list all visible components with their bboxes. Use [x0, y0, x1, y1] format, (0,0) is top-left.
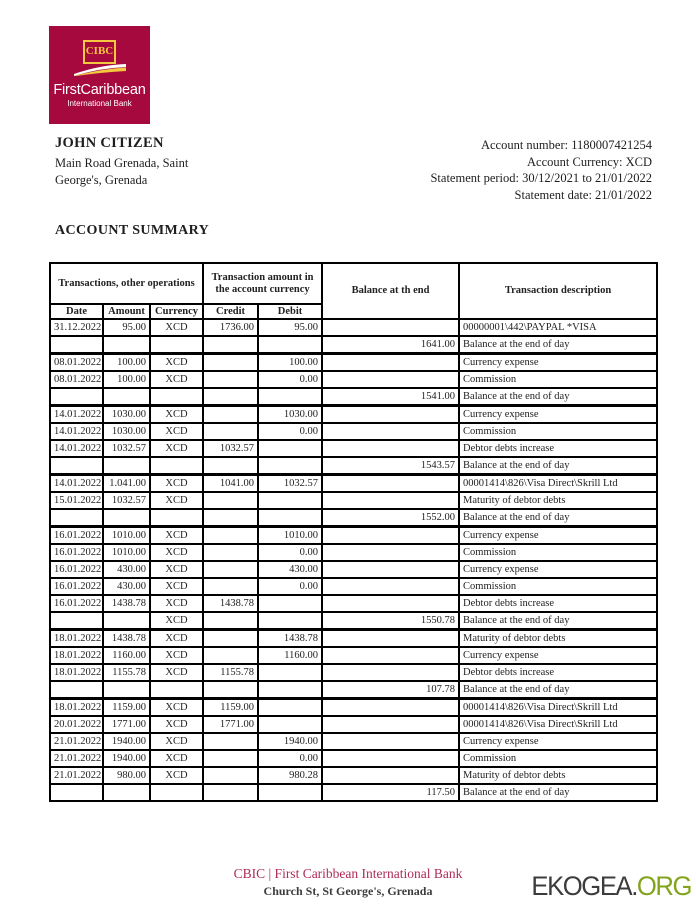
cell-debit: 95.00	[258, 319, 322, 336]
cell-currency: XCD	[150, 733, 203, 750]
cell-credit: 1736.00	[203, 319, 258, 336]
cell-balance: 1552.00	[322, 509, 459, 527]
table-row	[50, 630, 657, 648]
cell-credit	[203, 423, 258, 440]
cell-currency: XCD	[150, 371, 203, 388]
table-body	[50, 319, 657, 801]
cell-balance	[322, 647, 459, 664]
cell-date: 18.01.2022	[50, 699, 103, 717]
cell-credit	[203, 527, 258, 545]
cell-date: 08.01.2022	[50, 371, 103, 388]
ekogea-logo-dark: EKOGEA.	[531, 871, 637, 901]
table-header-group-row	[50, 263, 657, 304]
cell-amount	[103, 612, 150, 630]
cell-debit: 980.28	[258, 767, 322, 784]
cell-credit: 1159.00	[203, 699, 258, 717]
cell-currency: XCD	[150, 647, 203, 664]
cell-credit	[203, 406, 258, 424]
cell-date: 14.01.2022	[50, 440, 103, 457]
cell-credit	[203, 509, 258, 527]
cell-credit: 1155.78	[203, 664, 258, 681]
cell-currency	[150, 509, 203, 527]
statement-period-line: Statement period: 30/12/2021 to 21/01/2022	[430, 171, 652, 186]
cell-amount	[103, 336, 150, 354]
cell-description: Currency expense	[459, 647, 657, 664]
cell-currency: XCD	[150, 527, 203, 545]
cell-debit	[258, 440, 322, 457]
cell-balance: 1543.57	[322, 457, 459, 475]
cell-credit	[203, 784, 258, 801]
cell-description: Debtor debts increase	[459, 440, 657, 457]
cell-description: Balance at the end of day	[459, 509, 657, 527]
cell-amount: 1010.00	[103, 527, 150, 545]
cell-currency	[150, 457, 203, 475]
cell-debit	[258, 612, 322, 630]
cell-debit	[258, 457, 322, 475]
cell-currency: XCD	[150, 423, 203, 440]
cell-date: 18.01.2022	[50, 664, 103, 681]
cell-credit	[203, 388, 258, 406]
cell-credit	[203, 750, 258, 767]
cell-debit: 1940.00	[258, 733, 322, 750]
cell-debit: 0.00	[258, 371, 322, 388]
cell-description: Balance at the end of day	[459, 612, 657, 630]
cell-description: Maturity of debtor debts	[459, 492, 657, 509]
cell-credit	[203, 336, 258, 354]
header-date: Date	[50, 304, 103, 319]
cell-credit	[203, 457, 258, 475]
cell-date: 14.01.2022	[50, 406, 103, 424]
cell-currency: XCD	[150, 750, 203, 767]
customer-name: JOHN CITIZEN	[55, 135, 164, 151]
ekogea-logo-org: ORG	[636, 871, 691, 901]
cell-date	[50, 336, 103, 354]
cell-date	[50, 784, 103, 801]
cell-amount: 1771.00	[103, 716, 150, 733]
cell-debit	[258, 509, 322, 527]
header-debit: Debit	[258, 304, 322, 319]
cell-debit	[258, 492, 322, 509]
table-row	[50, 664, 657, 681]
account-info-block	[300, 137, 652, 203]
table-row	[50, 612, 657, 630]
cell-amount: 1.041.00	[103, 475, 150, 493]
table-row	[50, 354, 657, 372]
table-row	[50, 319, 657, 336]
cell-currency: XCD	[150, 630, 203, 648]
cell-description: Commission	[459, 423, 657, 440]
cell-description: Maturity of debtor debts	[459, 767, 657, 784]
cell-currency: XCD	[150, 354, 203, 372]
address-line-2: George's, Grenada	[55, 173, 148, 187]
cell-date: 16.01.2022	[50, 544, 103, 561]
customer-address	[55, 155, 188, 189]
table-row	[50, 716, 657, 733]
cell-currency: XCD	[150, 319, 203, 336]
table-row	[50, 595, 657, 612]
cell-debit: 0.00	[258, 423, 322, 440]
address-line-1: Main Road Grenada, Saint	[55, 156, 189, 170]
cell-date: 20.01.2022	[50, 716, 103, 733]
cell-credit	[203, 681, 258, 699]
table-row	[50, 371, 657, 388]
account-currency-line: Account Currency: XCD	[527, 154, 652, 169]
cell-balance	[322, 319, 459, 336]
header-amount: Amount	[103, 304, 150, 319]
cell-description: Balance at the end of day	[459, 681, 657, 699]
table-row	[50, 457, 657, 475]
cell-balance	[322, 630, 459, 648]
cibc-firstcaribbean-logo	[49, 26, 150, 124]
cell-balance	[322, 699, 459, 717]
cell-balance	[322, 371, 459, 388]
cell-credit	[203, 492, 258, 509]
table-row	[50, 509, 657, 527]
cell-description: Currency expense	[459, 527, 657, 545]
cell-date: 21.01.2022	[50, 750, 103, 767]
cell-description: Currency expense	[459, 561, 657, 578]
cell-currency: XCD	[150, 716, 203, 733]
cell-debit	[258, 699, 322, 717]
cell-currency: XCD	[150, 578, 203, 595]
cell-balance: 107.78	[322, 681, 459, 699]
cell-date: 31.12.2022	[50, 319, 103, 336]
cell-amount: 1940.00	[103, 750, 150, 767]
cell-currency	[150, 681, 203, 699]
cell-balance	[322, 527, 459, 545]
cell-amount	[103, 457, 150, 475]
cell-date	[50, 457, 103, 475]
cell-credit: 1041.00	[203, 475, 258, 493]
table-row	[50, 440, 657, 457]
cibc-emblem: CIBC	[83, 40, 116, 64]
cell-currency: XCD	[150, 767, 203, 784]
cell-credit	[203, 371, 258, 388]
cell-debit: 430.00	[258, 561, 322, 578]
cell-credit: 1032.57	[203, 440, 258, 457]
cell-description: Commission	[459, 750, 657, 767]
cell-balance	[322, 544, 459, 561]
cell-currency	[150, 336, 203, 354]
cell-currency: XCD	[150, 475, 203, 493]
table-row	[50, 647, 657, 664]
table-row	[50, 475, 657, 493]
cell-balance	[322, 354, 459, 372]
cell-balance: 1641.00	[322, 336, 459, 354]
table-row	[50, 750, 657, 767]
cell-debit	[258, 595, 322, 612]
cell-debit: 0.00	[258, 750, 322, 767]
table-row	[50, 423, 657, 440]
brand-subtitle: International Bank	[67, 99, 132, 108]
cell-currency: XCD	[150, 699, 203, 717]
cell-balance	[322, 578, 459, 595]
cell-debit	[258, 681, 322, 699]
cell-date	[50, 681, 103, 699]
cell-credit	[203, 561, 258, 578]
table-row	[50, 336, 657, 354]
brand-name: FirstCaribbean	[53, 82, 146, 98]
cell-date	[50, 509, 103, 527]
cell-balance	[322, 440, 459, 457]
cell-currency: XCD	[150, 612, 203, 630]
cell-description: Balance at the end of day	[459, 784, 657, 801]
account-number-line: Account number: 1180007421254	[480, 138, 652, 152]
table-row	[50, 406, 657, 424]
cell-credit	[203, 354, 258, 372]
cell-amount: 1438.78	[103, 595, 150, 612]
cell-balance	[322, 561, 459, 578]
cell-description: Commission	[459, 544, 657, 561]
table-row	[50, 578, 657, 595]
cell-credit: 1771.00	[203, 716, 258, 733]
statement-date-line: Statement date: 21/01/2022	[514, 187, 652, 202]
header-description: Transaction description	[459, 263, 657, 319]
cell-debit: 1160.00	[258, 647, 322, 664]
cell-balance: 1550.78	[322, 612, 459, 630]
cell-credit	[203, 647, 258, 664]
cell-description: Balance at the end of day	[459, 336, 657, 354]
cell-description: 00001414\826\Visa Direct\Skrill Ltd	[459, 699, 657, 717]
cell-currency: XCD	[150, 561, 203, 578]
logo-swoosh-icon	[74, 64, 126, 76]
cell-amount: 1032.57	[103, 492, 150, 509]
cell-amount: 1159.00	[103, 699, 150, 717]
table-row	[50, 388, 657, 406]
cell-date: 14.01.2022	[50, 423, 103, 440]
cell-currency: XCD	[150, 492, 203, 509]
cell-date: 16.01.2022	[50, 578, 103, 595]
table-row	[50, 492, 657, 509]
cell-amount: 980.00	[103, 767, 150, 784]
cell-balance	[322, 750, 459, 767]
cell-date: 16.01.2022	[50, 561, 103, 578]
account-summary-title: ACCOUNT SUMMARY	[55, 223, 210, 238]
cell-balance: 117.50	[322, 784, 459, 801]
table-row	[50, 681, 657, 699]
cell-date: 18.01.2022	[50, 647, 103, 664]
cell-credit	[203, 630, 258, 648]
cell-balance: 1541.00	[322, 388, 459, 406]
cell-description: Debtor debts increase	[459, 664, 657, 681]
cell-date: 08.01.2022	[50, 354, 103, 372]
cell-debit: 0.00	[258, 544, 322, 561]
cell-debit	[258, 784, 322, 801]
transactions-table	[49, 262, 658, 802]
header-credit: Credit	[203, 304, 258, 319]
cell-balance	[322, 406, 459, 424]
table-row	[50, 527, 657, 545]
cell-debit: 1010.00	[258, 527, 322, 545]
cell-credit	[203, 612, 258, 630]
cell-amount: 430.00	[103, 578, 150, 595]
cell-amount	[103, 509, 150, 527]
cell-currency: XCD	[150, 440, 203, 457]
cell-credit: 1438.78	[203, 595, 258, 612]
cell-date: 21.01.2022	[50, 733, 103, 750]
cell-debit	[258, 664, 322, 681]
cell-currency: XCD	[150, 595, 203, 612]
footer-address-line: Church St, St George's, Grenada	[263, 884, 433, 898]
cell-description: Currency expense	[459, 406, 657, 424]
cell-amount	[103, 784, 150, 801]
cell-amount: 100.00	[103, 354, 150, 372]
cell-description: Balance at the end of day	[459, 457, 657, 475]
cell-description: 00001414\826\Visa Direct\Skrill Ltd	[459, 475, 657, 493]
header-amount-group: Transaction amount in the account currency	[203, 263, 322, 304]
cell-amount: 1030.00	[103, 423, 150, 440]
cell-date: 18.01.2022	[50, 630, 103, 648]
cell-description: Currency expense	[459, 733, 657, 750]
cell-amount: 95.00	[103, 319, 150, 336]
cell-balance	[322, 733, 459, 750]
cell-debit: 1032.57	[258, 475, 322, 493]
ekogea-logo	[531, 871, 691, 902]
customer-block	[55, 135, 188, 189]
cell-credit	[203, 544, 258, 561]
cell-description: Currency expense	[459, 354, 657, 372]
cell-balance	[322, 767, 459, 784]
cell-date: 16.01.2022	[50, 527, 103, 545]
cell-date: 15.01.2022	[50, 492, 103, 509]
table-row	[50, 544, 657, 561]
footer-bank-line: CBIC | First Caribbean International Bank	[233, 866, 463, 881]
cell-description: Commission	[459, 371, 657, 388]
cell-credit	[203, 578, 258, 595]
cell-currency: XCD	[150, 664, 203, 681]
cell-description: Debtor debts increase	[459, 595, 657, 612]
cell-debit	[258, 388, 322, 406]
cell-amount: 1155.78	[103, 664, 150, 681]
cell-date	[50, 612, 103, 630]
cell-balance	[322, 595, 459, 612]
table-row	[50, 733, 657, 750]
table-row	[50, 561, 657, 578]
header-transactions-group: Transactions, other operations	[50, 263, 203, 304]
cell-description: 00001414\826\Visa Direct\Skrill Ltd	[459, 716, 657, 733]
cell-date: 16.01.2022	[50, 595, 103, 612]
cell-amount: 1940.00	[103, 733, 150, 750]
cell-debit	[258, 336, 322, 354]
cell-amount	[103, 681, 150, 699]
cell-amount	[103, 388, 150, 406]
cell-currency	[150, 784, 203, 801]
cell-credit	[203, 767, 258, 784]
cell-amount: 1032.57	[103, 440, 150, 457]
cell-date: 14.01.2022	[50, 475, 103, 493]
cell-amount: 1030.00	[103, 406, 150, 424]
cell-currency	[150, 388, 203, 406]
cell-currency: XCD	[150, 406, 203, 424]
cell-balance	[322, 664, 459, 681]
cell-debit	[258, 716, 322, 733]
cell-debit: 100.00	[258, 354, 322, 372]
cell-description: 00000001\442\PAYPAL *VISA	[459, 319, 657, 336]
cell-amount: 1010.00	[103, 544, 150, 561]
cell-amount: 1438.78	[103, 630, 150, 648]
cell-amount: 100.00	[103, 371, 150, 388]
table-row	[50, 699, 657, 717]
cell-amount: 1160.00	[103, 647, 150, 664]
cell-description: Balance at the end of day	[459, 388, 657, 406]
table-row	[50, 784, 657, 801]
cell-date	[50, 388, 103, 406]
cell-balance	[322, 492, 459, 509]
cell-debit: 1030.00	[258, 406, 322, 424]
cell-description: Maturity of debtor debts	[459, 630, 657, 648]
table-row	[50, 767, 657, 784]
cell-balance	[322, 716, 459, 733]
cell-description: Commission	[459, 578, 657, 595]
cell-date: 21.01.2022	[50, 767, 103, 784]
cell-balance	[322, 423, 459, 440]
cell-debit: 0.00	[258, 578, 322, 595]
cell-amount: 430.00	[103, 561, 150, 578]
cell-debit: 1438.78	[258, 630, 322, 648]
header-balance: Balance at th end	[322, 263, 459, 319]
cell-credit	[203, 733, 258, 750]
header-currency: Currency	[150, 304, 203, 319]
cell-currency: XCD	[150, 544, 203, 561]
cell-balance	[322, 475, 459, 493]
